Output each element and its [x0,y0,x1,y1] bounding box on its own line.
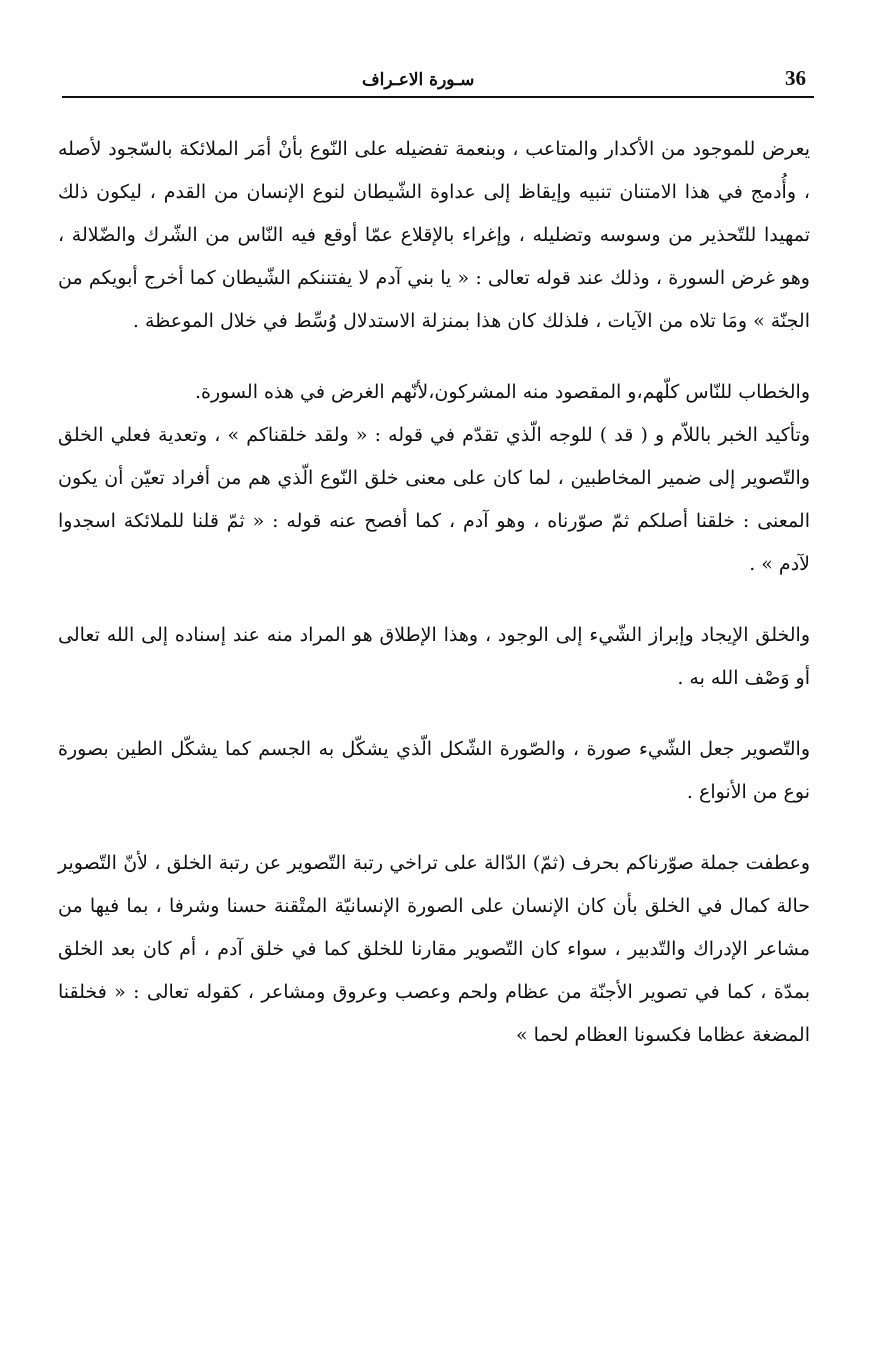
paragraph: والخلق الإيجاد وإبراز الشّيء إلى الوجود ، وهذا الإطلاق هو المراد منه عند إسناده إلى الله تعالى أو وَصْف الله به . [58,624,810,689]
running-title: سـورة الاعـراف [362,70,475,90]
paragraph: وعطفت جملة صوّرناكم بحرف (ثمّ) الدّالة على تراخي رتبة التّصوير عن رتبة الخلق ، لأنّ التّصوير حالة كمال في الخلق بأن كان الإنسان على الصورة الإنسانيّة المتْقنة حسنا وشرفا ، بما فيها من مشاعر الإدراك والتّدبير ، سواء كان التّصوير مقارنا للخلق كما في خلق آدم ، أم كان بعد الخلق بمدّة ، كما في تصوير الأجنّة من عظام ولحم وعصب وعروق ومشاعر ، كقوله تعالى : « فخلقنا المضغة عظاما فكسونا العظام لحما » [58,852,810,1046]
paragraph: يعرض للموجود من الأكدار والمتاعب ، وبنعمة تفضيله على النّوع بأنْ أمَر الملائكة بالسّجود لأصله ، وأُدمج في هذا الامتنان تنبيه وإيقاظ إلى عداوة الشّيطان لنوع الإنسان من القدم ، ليكون ذلك تمهيدا للتّحذير من وسوسه وتضليله ، وإغراء بالإقلاع عمّا أوقع فيه النّاس من الشّرك والضّلالة ، وهو غرض السورة ، وذلك عند قوله تعالى : « يا بني آدم لا يفتننكم الشّيطان كما أخرج أبويكم من الجنّة » ومَا تلاه من الآيات ، فلذلك كان هذا بمنزلة الاستدلال وُسِّط في خلال الموعظة . [58,138,810,332]
paragraph: والتّصوير جعل الشّيء صورة ، والصّورة الشّكل الّذي يشكّل به الجسم كما يشكّل الطين بصورة نوع من الأنواع . [58,738,810,803]
page-number: 36 [785,66,806,90]
paragraph: والخطاب للنّاس كلّهم،و المقصود منه المشركون،لأنّهم الغرض في هذه السورة. [195,381,810,403]
body-text [58,128,810,1057]
header-rule [62,96,814,98]
page-header [62,60,814,100]
paragraph: وتأكيد الخبر باللاّم و ( قد ) للوجه الّذي تقدّم في قوله : « ولقد خلقناكم » ، وتعدية فعلي الخلق والتّصوير إلى ضمير المخاطبين ، لما كان على معنى خلق النّوع الّذي هم من أفراد تعيّن أن يكون المعنى : خلقنا أصلكم ثمّ صوّرناه ، وهو آدم ، كما أفصح عنه قوله : « ثمّ قلنا للملائكة اسجدوا لآدم » . [58,424,810,575]
